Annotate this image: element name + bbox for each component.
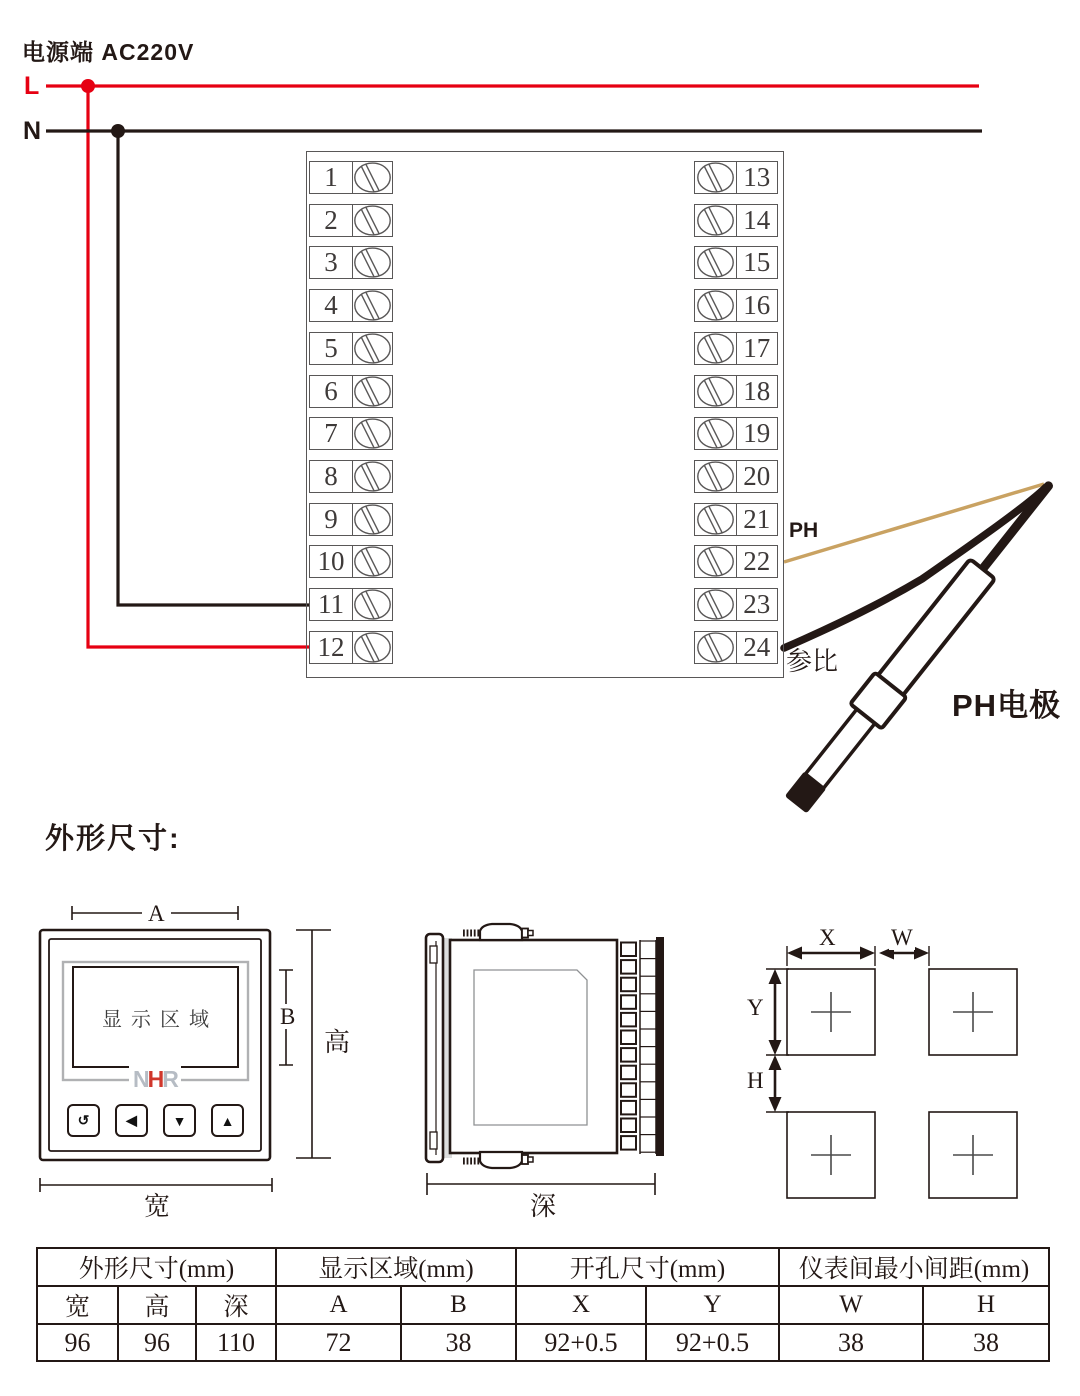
terminal-15 [694,246,778,279]
dim-label-y: Y [747,995,764,1020]
terminal-screw [695,247,736,278]
terminal-screw [695,290,736,321]
terminal-screw [695,589,736,620]
column-header: 深 [196,1286,276,1324]
neutral-junction-dot [111,124,125,138]
dimension-value: 38 [779,1324,923,1361]
display-area-label: 显示区域 [102,1008,218,1031]
dimension-value: 38 [923,1324,1049,1361]
terminal-8 [309,460,393,493]
terminal-screw [353,504,392,535]
terminal-number: 7 [310,418,353,449]
terminal-screw [353,632,392,663]
terminal-23 [694,588,778,621]
terminal-screw [353,589,392,620]
terminal-3 [309,246,393,279]
group-header: 显示区域(mm) [276,1248,516,1286]
terminal-number: 18 [736,376,778,407]
up-triangle-icon: ▲ [220,1112,235,1129]
logo-letter-n: N [133,1066,148,1092]
terminal-screw [353,376,392,407]
group-header: 仪表间最小间距(mm) [779,1248,1049,1286]
terminal-22 [694,545,778,578]
terminal-1 [309,161,393,194]
power-supply-title: 电源端 AC220V [22,39,195,65]
dimensions-table [36,1247,1050,1362]
screw-icon [695,204,736,237]
neutral-line-label: N [23,117,42,145]
screw-icon [695,161,736,194]
ph-wire-label: PH [789,519,819,542]
terminal-screw [353,333,392,364]
screw-icon [352,161,393,194]
terminal-18 [694,375,778,408]
outline-dimensions-heading: 外形尺寸: [45,823,181,855]
dimension-value: 96 [118,1324,196,1361]
terminal-17 [694,332,778,365]
terminal-number: 10 [310,546,353,577]
terminal-20 [694,460,778,493]
screw-icon [695,417,736,450]
terminal-number: 14 [736,205,778,236]
terminal-2 [309,204,393,237]
nhr-logo [129,1066,181,1094]
cutout-view [787,969,1017,1198]
terminal-9 [309,503,393,536]
terminal-screw [695,333,736,364]
column-header: A [276,1286,401,1324]
terminal-19 [694,417,778,450]
terminal-number: 9 [310,504,353,535]
terminal-number: 1 [310,162,353,193]
terminal-screw [695,504,736,535]
terminal-14 [694,204,778,237]
terminal-number: 16 [736,290,778,321]
cycle-arrow-icon: ↺ [77,1112,90,1128]
left-triangle-icon: ◀ [126,1112,137,1128]
terminal-number: 4 [310,290,353,321]
dimension-value: 110 [196,1324,276,1361]
terminal-number: 3 [310,247,353,278]
screw-icon [352,246,393,279]
dim-label-depth: 深 [530,1191,557,1221]
screw-icon [352,332,393,365]
terminal-number: 24 [736,632,778,663]
table-values-row [37,1324,1049,1361]
terminal-13 [694,161,778,194]
table-subheader-row [37,1286,1049,1324]
terminal-number: 23 [736,589,778,620]
dim-label-a: A [142,901,171,926]
screw-icon [352,417,393,450]
screw-icon [695,545,736,578]
column-header: B [401,1286,516,1324]
terminal-screw [695,546,736,577]
column-header: 宽 [37,1286,118,1324]
loop-key [67,1104,100,1137]
dimension-value: 38 [401,1324,516,1361]
terminal-screw [353,247,392,278]
terminal-number: 21 [736,504,778,535]
dimension-value: 92+0.5 [516,1324,646,1361]
terminal-number: 2 [310,205,353,236]
ph-electrode-label: PH电极 [952,688,1062,723]
terminal-number: 11 [310,589,353,620]
down-triangle-icon: ▼ [172,1112,187,1129]
up-key [211,1104,244,1137]
reference-wire [784,487,1046,648]
screw-icon [695,631,736,664]
terminal-screw [695,162,736,193]
terminal-screw [695,461,736,492]
screw-icon [352,204,393,237]
terminal-screw [353,205,392,236]
table-group-header-row [37,1248,1049,1286]
terminal-screw [353,461,392,492]
terminal-number: 22 [736,546,778,577]
terminal-number: 19 [736,418,778,449]
screw-icon [695,332,736,365]
terminal-5 [309,332,393,365]
terminal-4 [309,289,393,322]
terminal-number: 6 [310,376,353,407]
screw-icon [352,545,393,578]
terminal-screw [695,376,736,407]
screw-icon [695,460,736,493]
live-junction-dot [81,79,95,93]
screw-icon [352,588,393,621]
terminal-number: 17 [736,333,778,364]
terminal-7 [309,417,393,450]
terminal-12 [309,631,393,664]
live-line-label: L [24,72,40,100]
screw-icon [352,289,393,322]
left-key [115,1104,148,1137]
column-header: X [516,1286,646,1324]
dimension-value: 72 [276,1324,401,1361]
terminal-21 [694,503,778,536]
screw-icon [695,375,736,408]
column-header: H [923,1286,1049,1324]
terminal-screw [353,290,392,321]
terminal-screw [695,632,736,663]
terminal-11 [309,588,393,621]
terminal-16 [694,289,778,322]
terminal-6 [309,375,393,408]
group-header: 外形尺寸(mm) [37,1248,276,1286]
column-header: W [779,1286,923,1324]
dimension-value: 92+0.5 [646,1324,779,1361]
screw-icon [695,503,736,536]
dim-label-h: H [747,1068,764,1093]
screw-icon [695,246,736,279]
terminal-number: 13 [736,162,778,193]
terminal-screw [353,546,392,577]
screw-icon [352,460,393,493]
dim-label-w: W [891,925,913,950]
terminal-number: 8 [310,461,353,492]
side-view [426,924,664,1168]
column-header: Y [646,1286,779,1324]
terminal-screw [695,205,736,236]
terminal-screw [695,418,736,449]
logo-letter-h: H [147,1066,163,1092]
terminal-number: 15 [736,247,778,278]
screw-icon [352,375,393,408]
terminal-screw [353,162,392,193]
terminal-10 [309,545,393,578]
screw-icon [695,289,736,322]
terminal-number: 5 [310,333,353,364]
dim-label-b: B [274,1004,301,1029]
screw-icon [695,588,736,621]
reference-wire-label: 参比 [786,646,839,676]
screw-icon [352,631,393,664]
dim-label-x: X [819,925,836,950]
group-header: 开孔尺寸(mm) [516,1248,779,1286]
dim-label-height: 高 [324,1027,351,1057]
terminal-24 [694,631,778,664]
screw-icon [352,503,393,536]
down-key [163,1104,196,1137]
terminal-screw [353,418,392,449]
logo-letter-r: R [162,1066,177,1092]
dim-label-width: 宽 [144,1191,171,1221]
dimension-value: 96 [37,1324,118,1361]
terminal-number: 12 [310,632,353,663]
column-header: 高 [118,1286,196,1324]
terminal-number: 20 [736,461,778,492]
